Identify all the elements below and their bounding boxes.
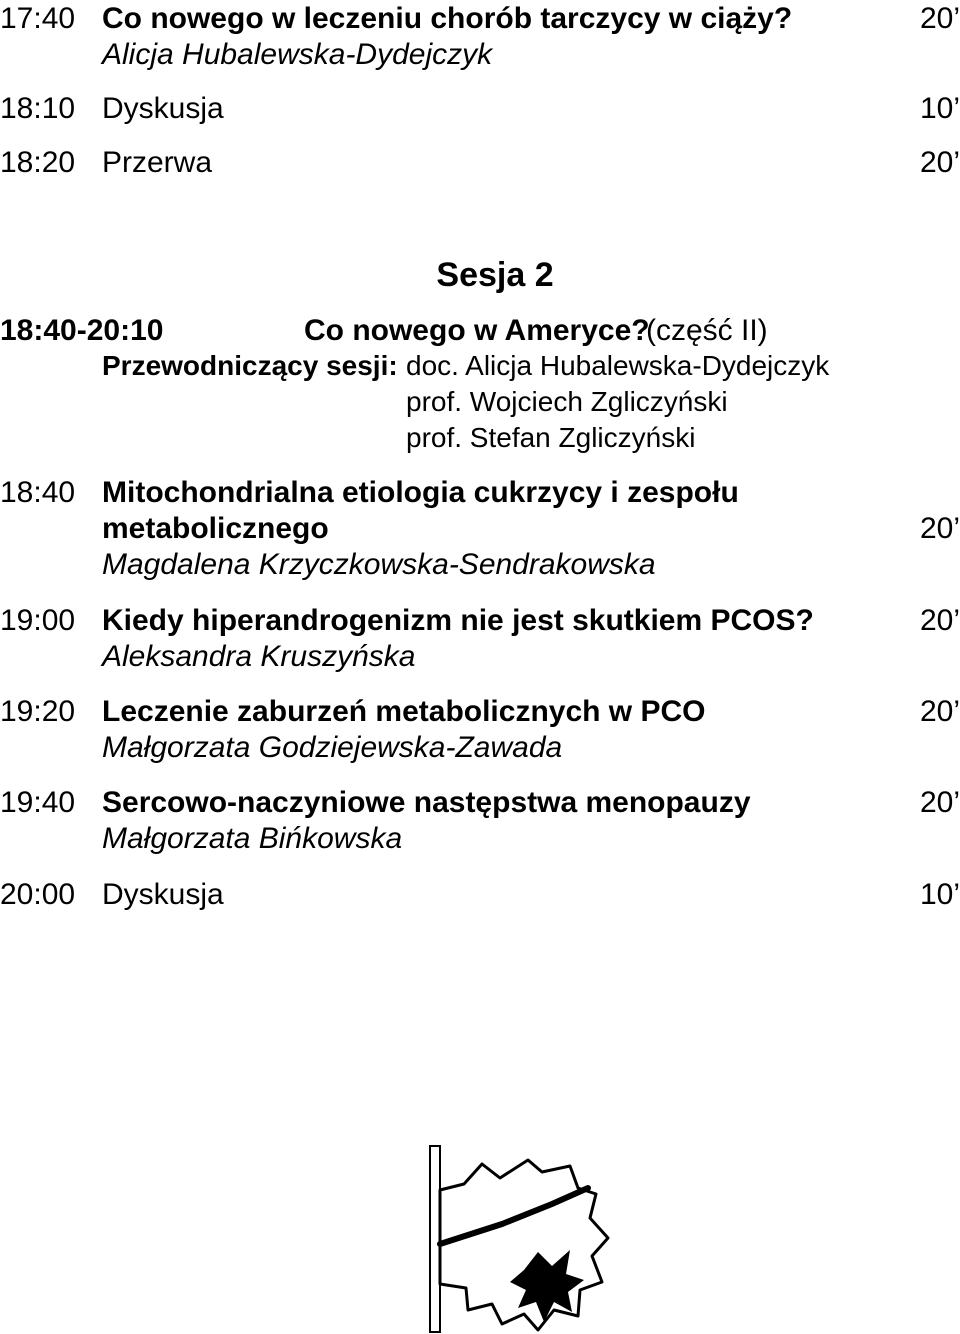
talk-title-line2: metabolicznego	[102, 512, 329, 545]
talk-title: Mitochondrialna etiologia cukrzycy i zespołu	[102, 476, 739, 509]
talk-duration: 10’	[919, 878, 960, 911]
row-title: Dyskusja	[102, 92, 224, 125]
leaf-logo-icon	[420, 1142, 616, 1334]
row-speaker: Alicja Hubalewska-Dydejczyk	[102, 38, 493, 71]
talk-title: Kiedy hiperandrogenizm nie jest skutkiem PCOS?	[102, 604, 814, 637]
row-time: 18:10	[0, 92, 76, 125]
talk-speaker: Aleksandra Kruszyńska	[102, 640, 416, 673]
session-chair: prof. Wojciech Zgliczyński	[406, 386, 728, 417]
session-title-suffix: (część II)	[646, 314, 768, 347]
talk-duration: 20’	[919, 695, 960, 728]
session-chairs-label: Przewodniczący sesji:	[102, 350, 398, 381]
session-chair: prof. Stefan Zgliczyński	[406, 422, 696, 453]
row-duration: 20’	[919, 2, 960, 35]
talk-speaker: Małgorzata Bińkowska	[102, 822, 403, 855]
talk-speaker: Magdalena Krzyczkowska-Sendrakowska	[102, 548, 656, 581]
talk-speaker: Małgorzata Godziejewska-Zawada	[102, 731, 563, 764]
row-title: Przerwa	[102, 146, 213, 179]
talk-time: 18:40	[0, 476, 76, 509]
row-title: Co nowego w leczeniu chorób tarczycy w ciąży?	[102, 2, 793, 35]
talk-duration: 20’	[919, 786, 960, 819]
session-heading: Sesja 2	[436, 256, 554, 294]
talk-time: 19:00	[0, 604, 76, 637]
talk-title: Dyskusja	[102, 878, 224, 911]
talk-title: Leczenie zaburzeń metabolicznych w PCO	[102, 695, 706, 728]
session-chair: doc. Alicja Hubalewska-Dydejczyk	[406, 350, 830, 381]
row-duration: 20’	[919, 146, 960, 179]
talk-time: 19:20	[0, 695, 76, 728]
session-title: Co nowego w Ameryce?	[304, 314, 650, 347]
talk-time: 20:00	[0, 878, 76, 911]
talk-duration: 20’	[919, 512, 960, 545]
row-time: 18:20	[0, 146, 76, 179]
talk-duration: 20’	[919, 604, 960, 637]
session-time-range: 18:40-20:10	[0, 314, 164, 347]
talk-title: Sercowo-naczyniowe następstwa menopauzy	[102, 786, 751, 819]
row-duration: 10’	[919, 92, 960, 125]
row-time: 17:40	[0, 2, 76, 35]
talk-time: 19:40	[0, 786, 76, 819]
